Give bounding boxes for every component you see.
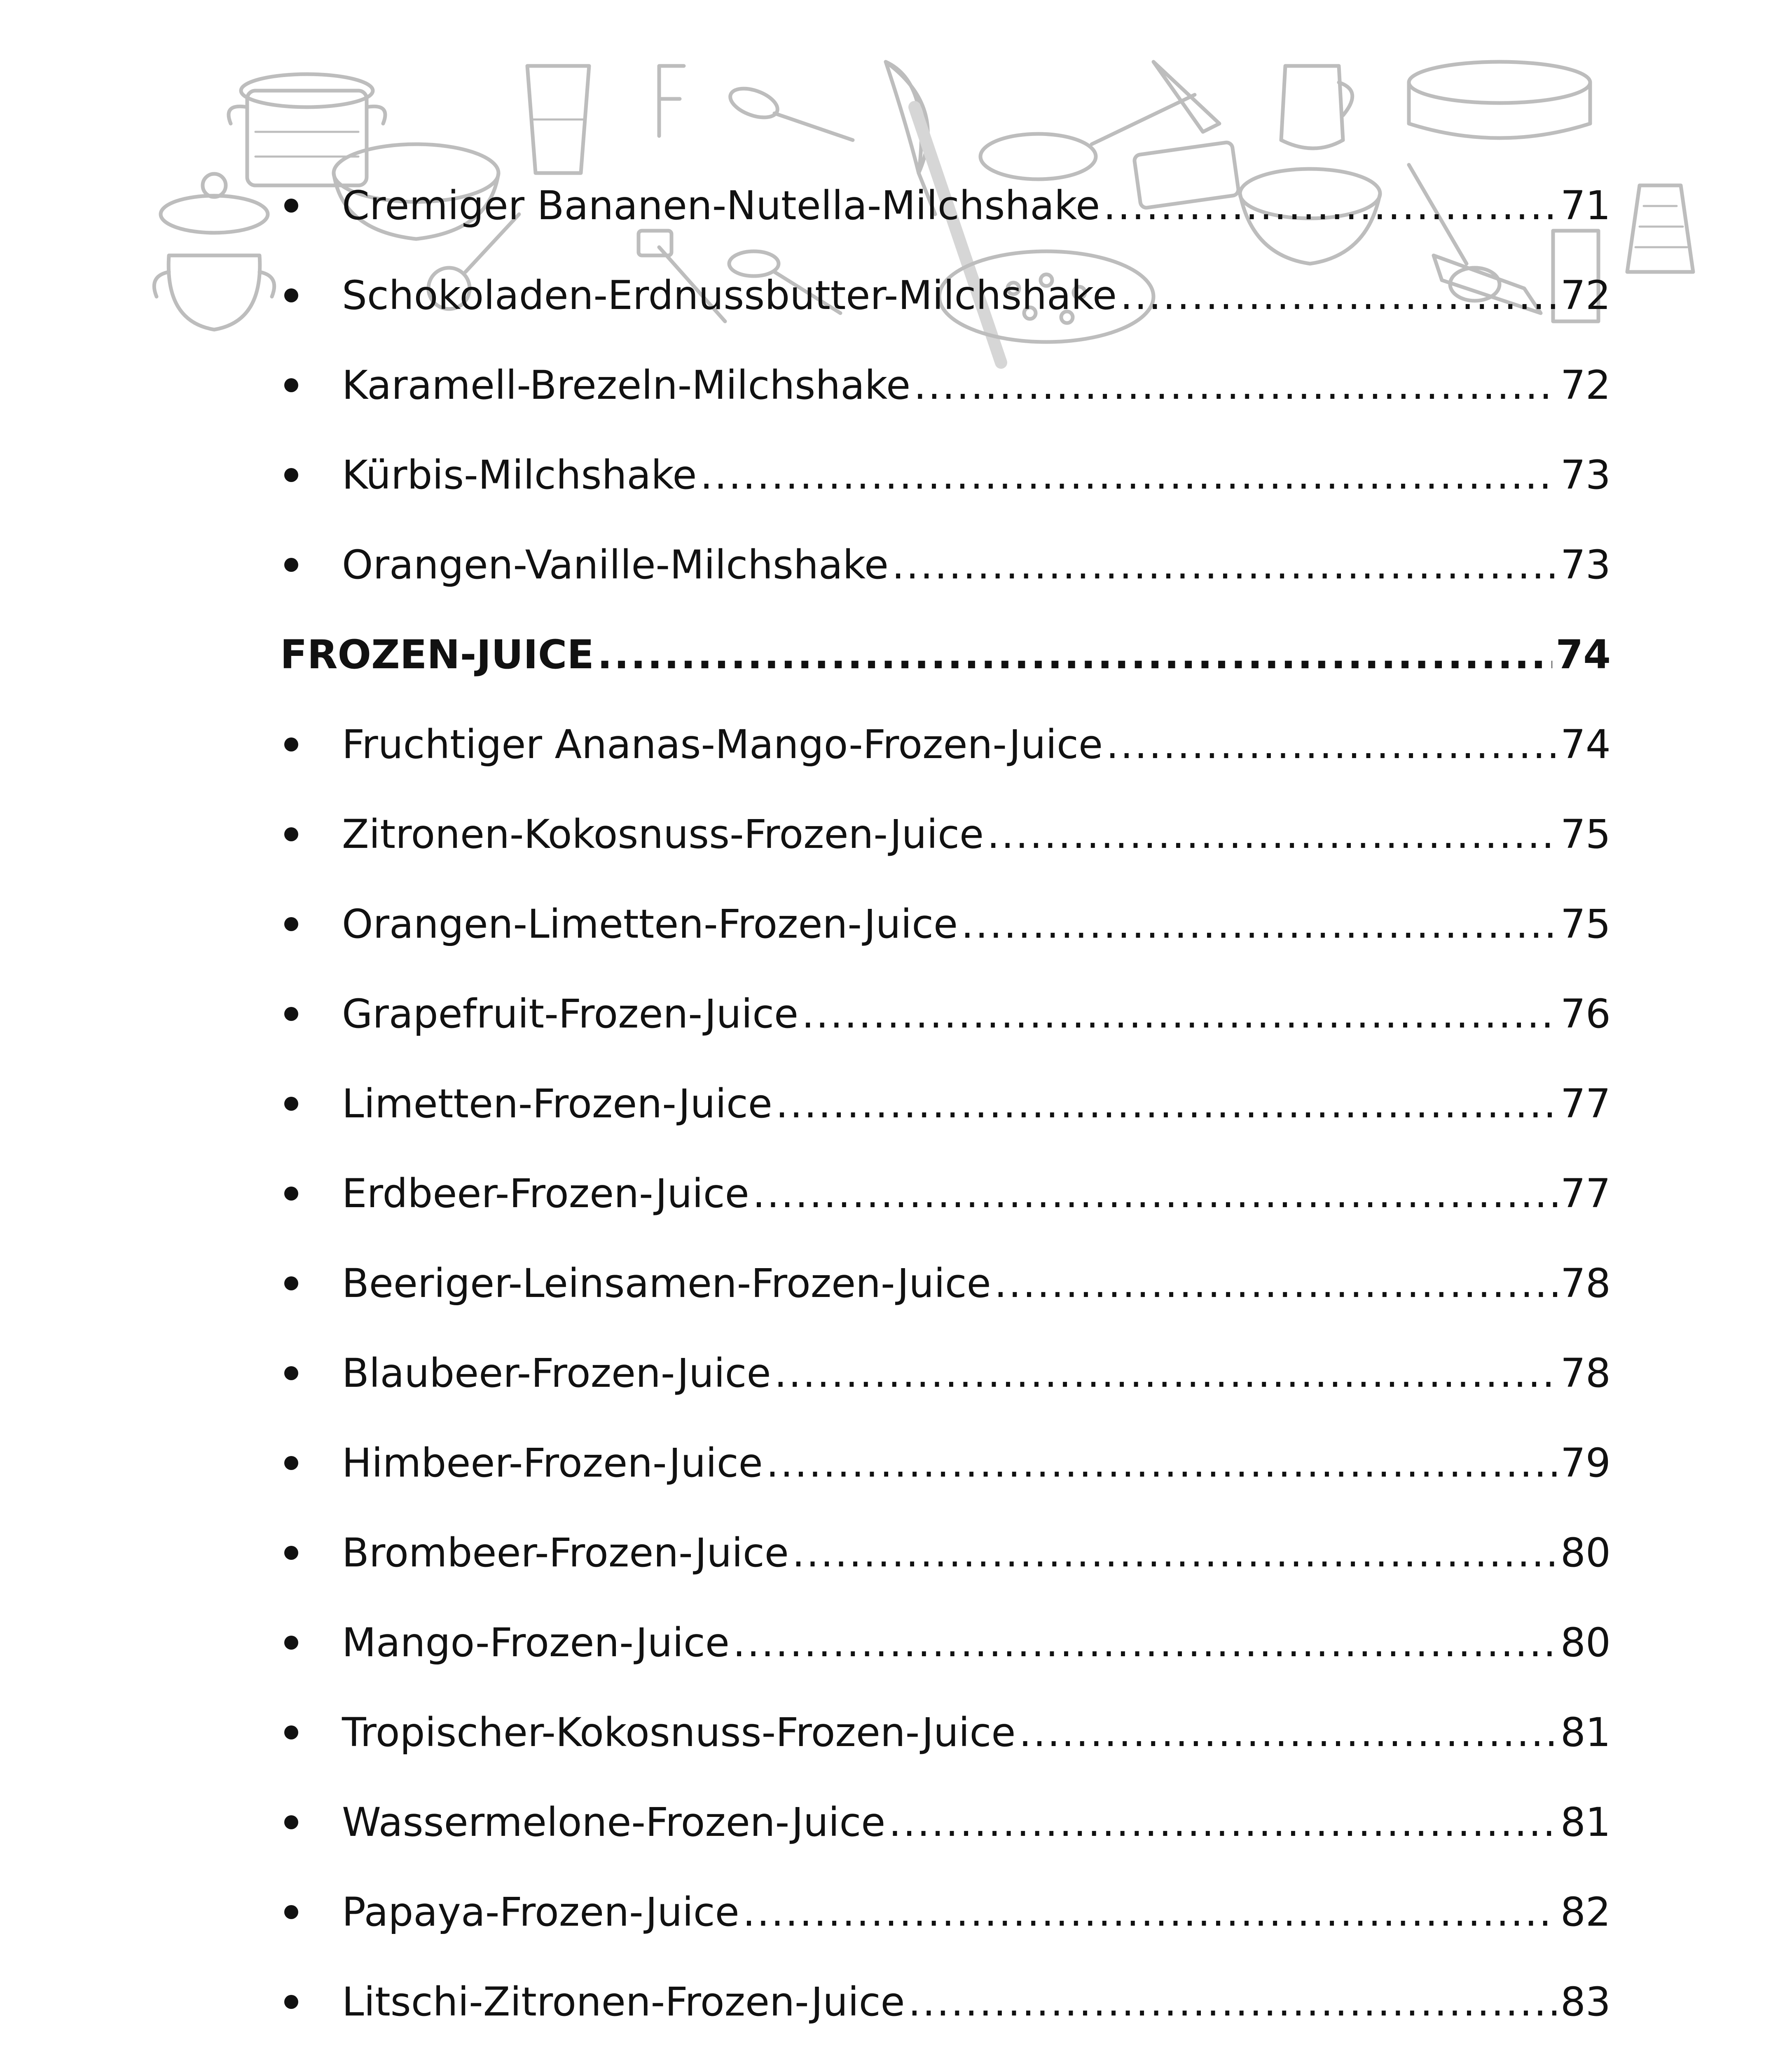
bullet-icon <box>280 1725 342 1739</box>
toc-page-number: 74 <box>1556 632 1611 678</box>
dot-leader <box>1019 1713 1557 1752</box>
grater-icon <box>1627 185 1693 272</box>
toc-page-number: 82 <box>1560 1889 1611 1935</box>
toc-entry-title: Orangen-Vanille-Milchshake <box>342 542 889 588</box>
dot-leader <box>987 815 1557 854</box>
toc-entry-title: Wassermelone-Frozen-Juice <box>342 1799 886 1845</box>
toc-entry-title: Kürbis-Milchshake <box>342 452 697 498</box>
toc-page-number: 73 <box>1560 452 1611 498</box>
toc-page-number: 71 <box>1560 183 1611 229</box>
bullet-icon <box>280 1007 342 1021</box>
bullet-icon <box>280 1636 342 1650</box>
toc-entry[interactable] <box>280 1508 1611 1598</box>
jug-icon <box>1281 66 1352 148</box>
toc-entry-title: Orangen-Limetten-Frozen-Juice <box>342 901 958 947</box>
toc-entry-title: Zitronen-Kokosnuss-Frozen-Juice <box>342 811 984 857</box>
dot-leader <box>597 635 1553 674</box>
dot-leader <box>1106 725 1557 764</box>
toc-entry[interactable] <box>280 1598 1611 1688</box>
bullet-icon <box>280 558 342 572</box>
toc-page-number: 81 <box>1560 1709 1611 1756</box>
toc-page-number: 83 <box>1560 1979 1611 2025</box>
dot-leader <box>802 994 1557 1034</box>
bullet-icon <box>280 917 342 931</box>
toc-entry-title: Tropischer-Kokosnuss-Frozen-Juice <box>342 1709 1016 1756</box>
toc-entry-title: Karamell-Brezeln-Milchshake <box>342 362 911 408</box>
bullet-icon <box>280 1995 342 2009</box>
toc-entry[interactable] <box>280 1328 1611 1418</box>
bullet-icon <box>280 378 342 392</box>
dot-leader <box>733 1623 1557 1662</box>
dot-leader <box>961 904 1557 944</box>
spoon-icon <box>726 83 853 140</box>
dot-leader <box>908 1982 1557 2022</box>
table-of-contents <box>280 161 1611 2060</box>
bullet-icon <box>280 288 342 302</box>
toc-page-number: 72 <box>1560 362 1611 408</box>
toc-entry-title: Schokoladen-Erdnussbutter-Milchshake <box>342 272 1117 318</box>
toc-entry-title: Brombeer-Frozen-Juice <box>342 1530 789 1576</box>
bullet-icon <box>280 1276 342 1290</box>
toc-entry[interactable] <box>280 1957 1611 2047</box>
toc-entry[interactable] <box>280 1418 1611 1508</box>
bullet-icon <box>280 1456 342 1470</box>
toc-entry-title: Fruchtiger Ananas-Mango-Frozen-Juice <box>342 721 1103 768</box>
toc-section-heading[interactable] <box>280 610 1611 700</box>
toc-entry[interactable] <box>280 1777 1611 1867</box>
dot-leader <box>743 1892 1557 1932</box>
casserole-icon <box>154 174 274 330</box>
toc-page-number: 78 <box>1560 1260 1611 1306</box>
toc-entry-title: Limetten-Frozen-Juice <box>342 1081 772 1127</box>
toc-page-number: 80 <box>1560 1530 1611 1576</box>
glass-icon <box>527 66 589 173</box>
toc-entry[interactable] <box>280 789 1611 879</box>
toc-page-number: 77 <box>1560 1170 1611 1217</box>
bullet-icon <box>280 827 342 841</box>
bullet-icon <box>280 1905 342 1919</box>
toc-page-number: 78 <box>1560 1350 1611 1396</box>
toc-entry-title: Cremiger Bananen-Nutella-Milchshake <box>342 183 1100 229</box>
dot-leader <box>766 1443 1557 1483</box>
toc-page-number: 72 <box>1560 272 1611 318</box>
dot-leader <box>1120 276 1557 315</box>
toc-page-number: 77 <box>1560 1081 1611 1127</box>
toc-entry[interactable] <box>280 879 1611 969</box>
dot-leader <box>994 1264 1557 1303</box>
toc-entry[interactable] <box>280 520 1611 610</box>
dot-leader <box>889 1802 1557 1842</box>
toc-entry-title: Papaya-Frozen-Juice <box>342 1889 739 1935</box>
toc-entry-title: Mango-Frozen-Juice <box>342 1620 730 1666</box>
dot-leader <box>1103 186 1557 225</box>
toc-entry-title: Beeriger-Leinsamen-Frozen-Juice <box>342 1260 991 1306</box>
dot-leader <box>776 1084 1557 1124</box>
bullet-icon <box>280 1366 342 1380</box>
toc-page-number: 73 <box>1560 542 1611 588</box>
dot-leader <box>892 545 1557 585</box>
toc-entry-title: Grapefruit-Frozen-Juice <box>342 991 799 1037</box>
bullet-icon <box>280 1546 342 1560</box>
toc-page-number: 76 <box>1560 991 1611 1037</box>
toc-entry[interactable] <box>280 1059 1611 1149</box>
bullet-icon <box>280 1815 342 1829</box>
toc-entry[interactable] <box>280 1688 1611 1777</box>
cake-tin-icon <box>1409 62 1590 138</box>
toc-entry-title: Himbeer-Frozen-Juice <box>342 1440 763 1486</box>
toc-entry[interactable] <box>280 1867 1611 1957</box>
toc-page-number: 74 <box>1560 721 1611 768</box>
toc-entry[interactable] <box>280 1149 1611 1238</box>
toc-page-number: 79 <box>1560 1440 1611 1486</box>
toc-entry-title: Blaubeer-Frozen-Juice <box>342 1350 771 1396</box>
toc-entry[interactable] <box>280 250 1611 340</box>
toc-page-number: 75 <box>1560 811 1611 857</box>
bullet-icon <box>280 1097 342 1111</box>
toc-entry-title: Erdbeer-Frozen-Juice <box>342 1170 749 1217</box>
toc-entry-title: Litschi-Zitronen-Frozen-Juice <box>342 1979 905 2025</box>
toc-entry[interactable] <box>280 1238 1611 1328</box>
toc-entry[interactable] <box>280 969 1611 1059</box>
toc-entry[interactable] <box>280 340 1611 430</box>
dot-leader <box>700 455 1557 495</box>
toc-page-number: 81 <box>1560 1799 1611 1845</box>
dot-leader <box>914 365 1557 405</box>
toc-page-number: 80 <box>1560 1620 1611 1666</box>
bullet-icon <box>280 199 342 213</box>
toc-entry[interactable] <box>280 2047 1611 2060</box>
toc-entry[interactable] <box>280 430 1611 520</box>
toc-page-number: 75 <box>1560 901 1611 947</box>
bullet-icon <box>280 468 342 482</box>
toc-entry[interactable] <box>280 161 1611 250</box>
toc-entry[interactable] <box>280 700 1611 789</box>
bullet-icon <box>280 737 342 751</box>
toc-section-title: FROZEN-JUICE <box>280 632 594 678</box>
dot-leader <box>753 1174 1557 1213</box>
bullet-icon <box>280 1187 342 1201</box>
dot-leader <box>774 1353 1557 1393</box>
dot-leader <box>792 1533 1557 1573</box>
thermometer-icon <box>659 66 684 136</box>
